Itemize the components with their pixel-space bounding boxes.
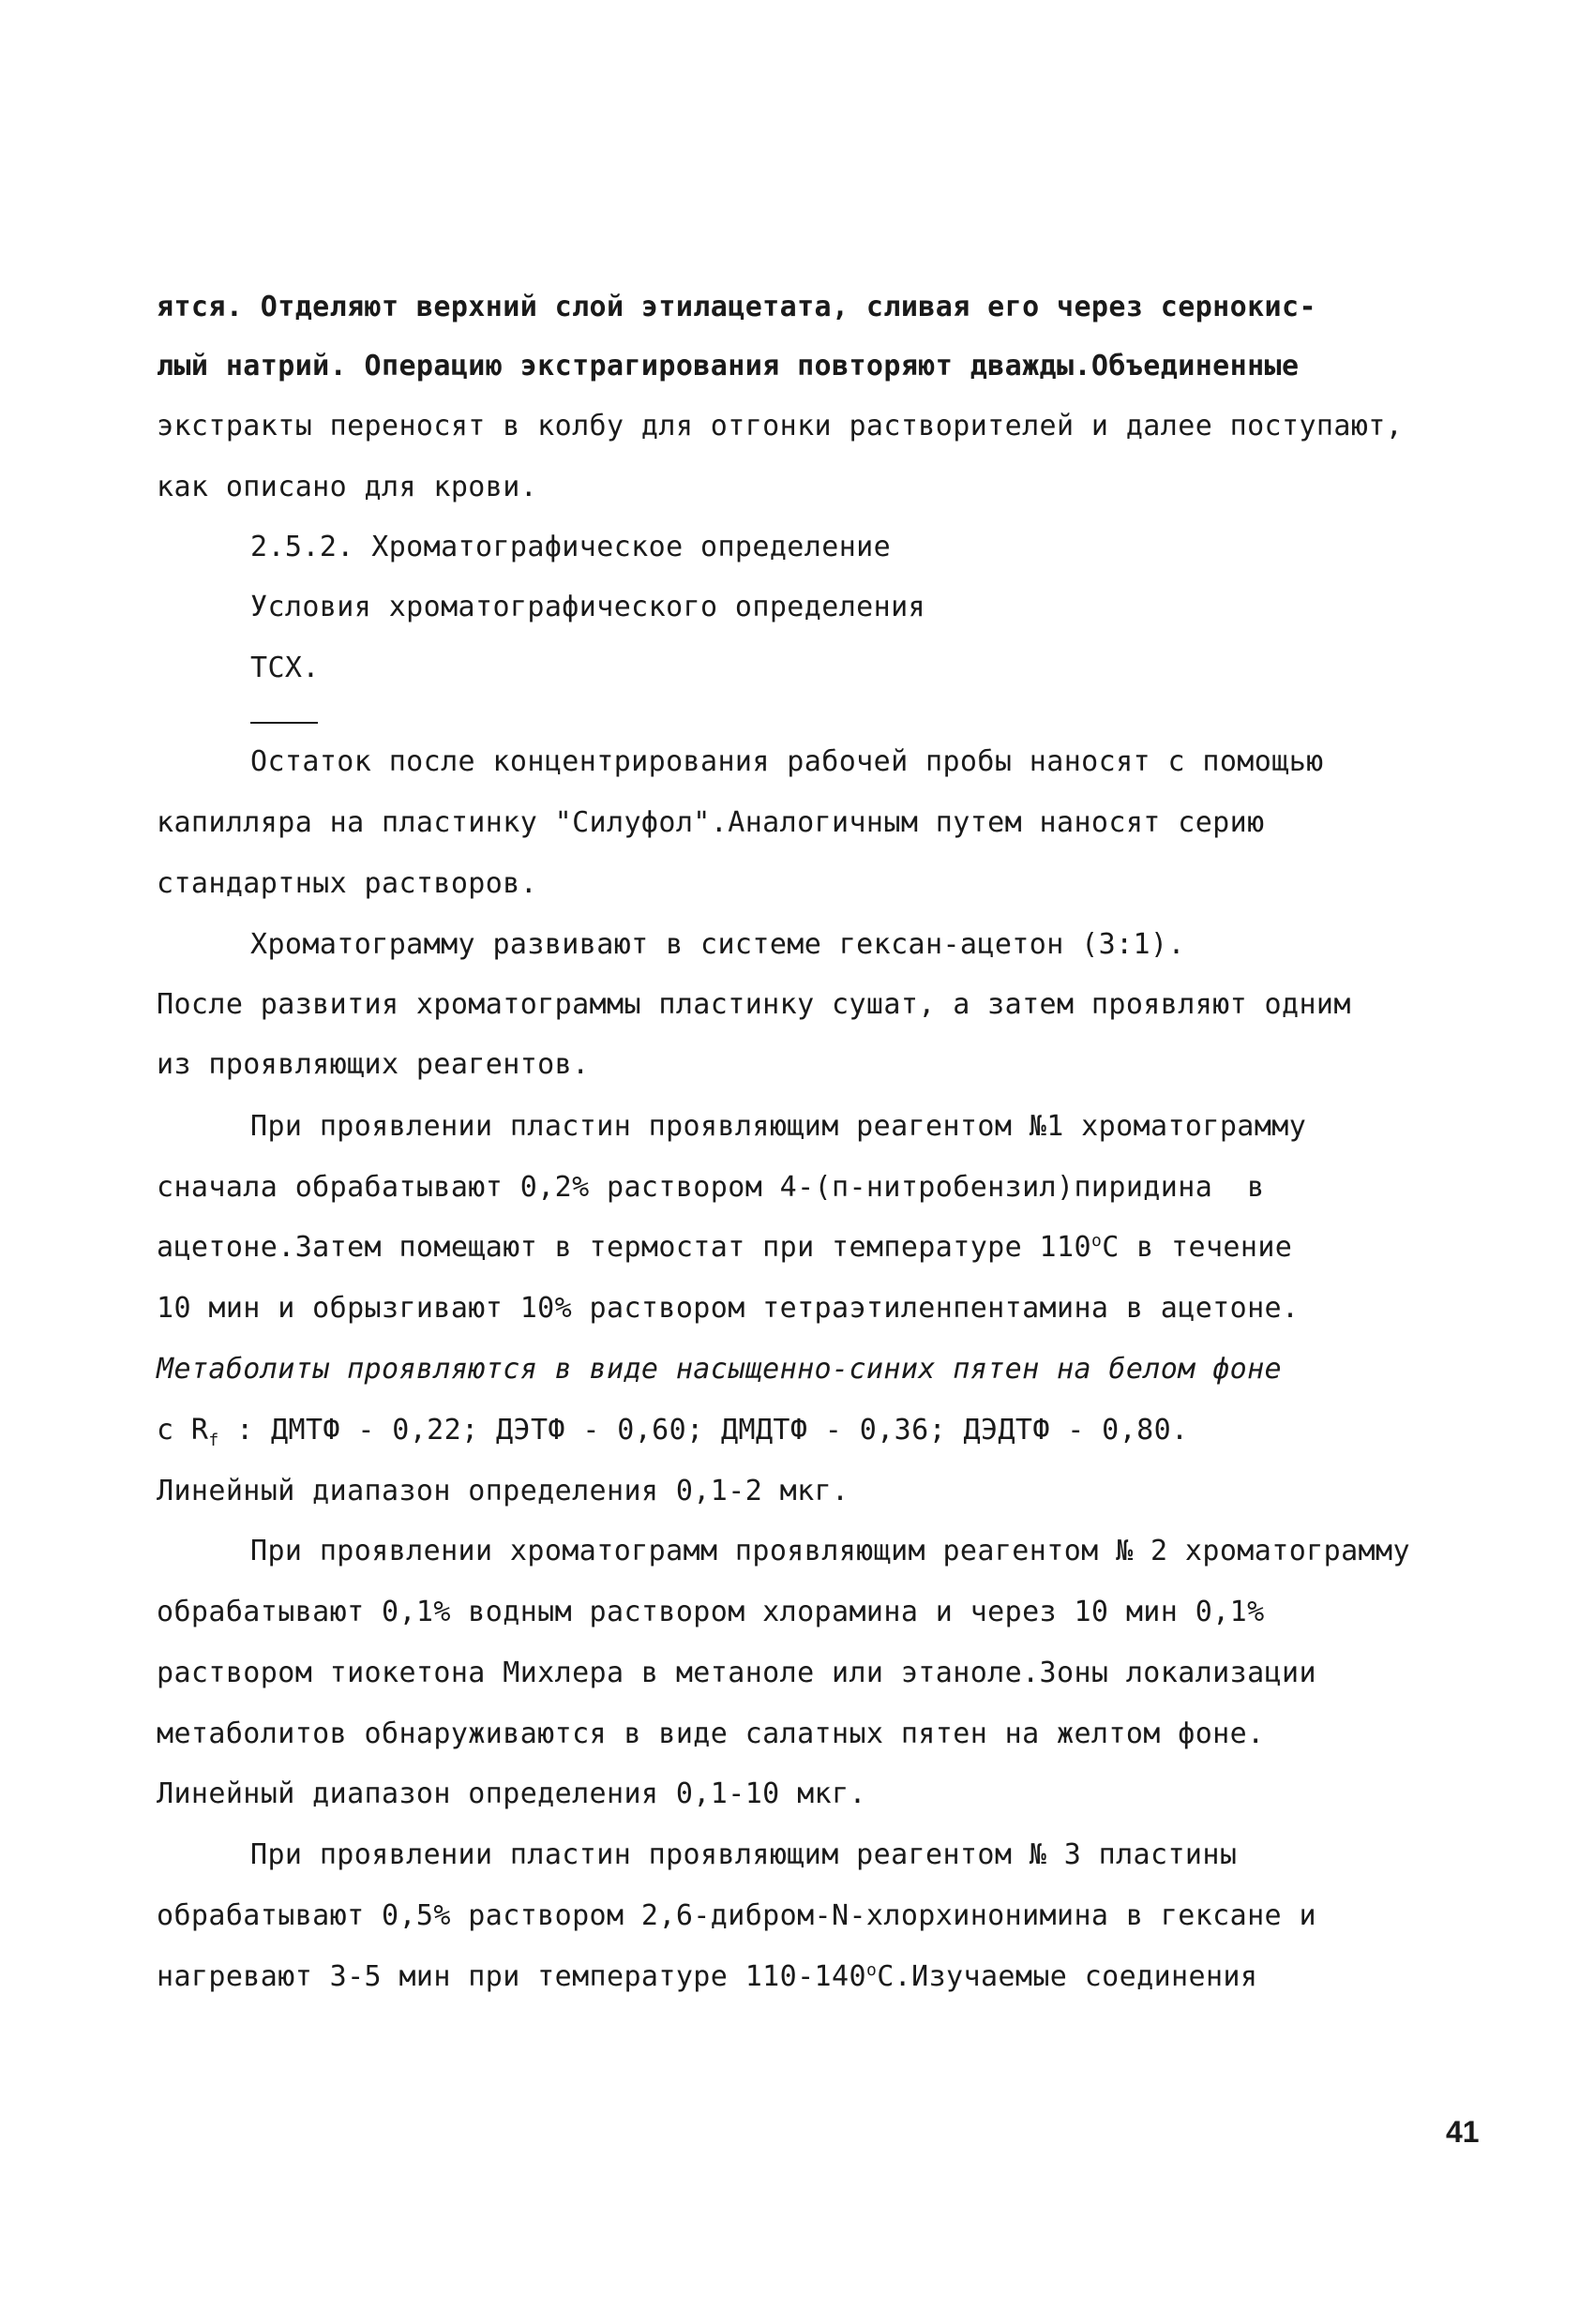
method-label: ТСХ. — [250, 652, 320, 684]
text-line: При проявлении хроматограмм проявляющим реагентом № 2 хроматограмму — [250, 1535, 1410, 1567]
text-line: Линейный диапазон определения 0,1-2 мкг. — [157, 1475, 850, 1507]
text-line — [157, 1414, 1189, 1450]
text-fragment: С в течение — [1102, 1231, 1293, 1264]
text-line: сначала обрабатывают 0,2% раствором 4-(п-нитробензил)пиридина в — [157, 1171, 1265, 1204]
text-line: метаболитов обнаруживаются в виде салатных пятен на желтом фоне. — [157, 1717, 1265, 1750]
text-line: Хроматограмму развивают в системе гексан-ацетон (3:1). — [250, 928, 1185, 961]
text-line — [157, 1960, 1257, 1994]
text-fragment: С.Изучаемые соединения — [877, 1960, 1258, 1993]
text-fragment: с R — [157, 1414, 209, 1447]
text-line: экстракты переносят в колбу для отгонки растворителей и далее поступают, — [157, 410, 1404, 442]
degree-sign: о — [1090, 1231, 1103, 1251]
text-line: Метаболиты проявляются в виде насыщенно-синих пятен на белом фоне — [157, 1353, 1282, 1386]
text-line: При проявлении пластин проявляющим реагентом №1 хроматограмму — [250, 1110, 1307, 1143]
text-line — [157, 1231, 1292, 1265]
text-line: Остаток после концентрирования рабочей пробы наносят с помощью — [250, 745, 1324, 778]
text-line: ятся. Отделяют верхний слой этилацетата, сливая его через сернокис- — [157, 291, 1316, 323]
text-fragment: нагревают 3-5 мин при температуре 110-140 — [157, 1960, 866, 1993]
method-underline — [250, 722, 318, 724]
text-line: стандартных растворов. — [157, 867, 538, 900]
text-fragment: ацетоне.Затем помещают в термостат при температуре 110 — [157, 1231, 1091, 1264]
text-line: капилляра на пластинку "Силуфол".Аналогичным путем наносят серию — [157, 806, 1265, 839]
text-line: как описано для крови. — [157, 471, 538, 503]
text-line: раствором тиокетона Михлера в метаноле или этаноле.Зоны локализации — [157, 1657, 1316, 1689]
text-line: из проявляющих реагентов. — [157, 1048, 590, 1081]
subheading: Условия хроматографического определения — [250, 591, 925, 623]
page-number: 41 — [1446, 2115, 1480, 2149]
text-line: Линейный диапазон определения 0,1-10 мкг. — [157, 1777, 866, 1810]
text-line: обрабатывают 0,1% водным раствором хлорамина и через 10 мин 0,1% — [157, 1596, 1265, 1628]
degree-sign: о — [865, 1960, 878, 1980]
text-line: При проявлении пластин проявляющим реагентом № 3 пластины — [250, 1838, 1238, 1871]
text-fragment: : ДМТФ - 0,22; ДЭТФ - 0,60; ДМДТФ - 0,36; ДЭДТФ - 0,80. — [218, 1414, 1189, 1447]
text-line: обрабатывают 0,5% раствором 2,6-дибром-N-хлорхинонимина в гексане и — [157, 1899, 1316, 1932]
text-line: 10 мин и обрызгивают 10% раствором тетраэтиленпентамина в ацетоне. — [157, 1292, 1300, 1325]
subscript: f — [208, 1431, 219, 1450]
section-heading: 2.5.2. Хроматографическое определение — [250, 531, 892, 563]
text-line: лый натрий. Операцию экстрагирования повторяют дважды.Объединенные — [157, 350, 1300, 382]
text-line: После развития хроматограммы пластинку сушат, а затем проявляют одним — [157, 988, 1351, 1021]
